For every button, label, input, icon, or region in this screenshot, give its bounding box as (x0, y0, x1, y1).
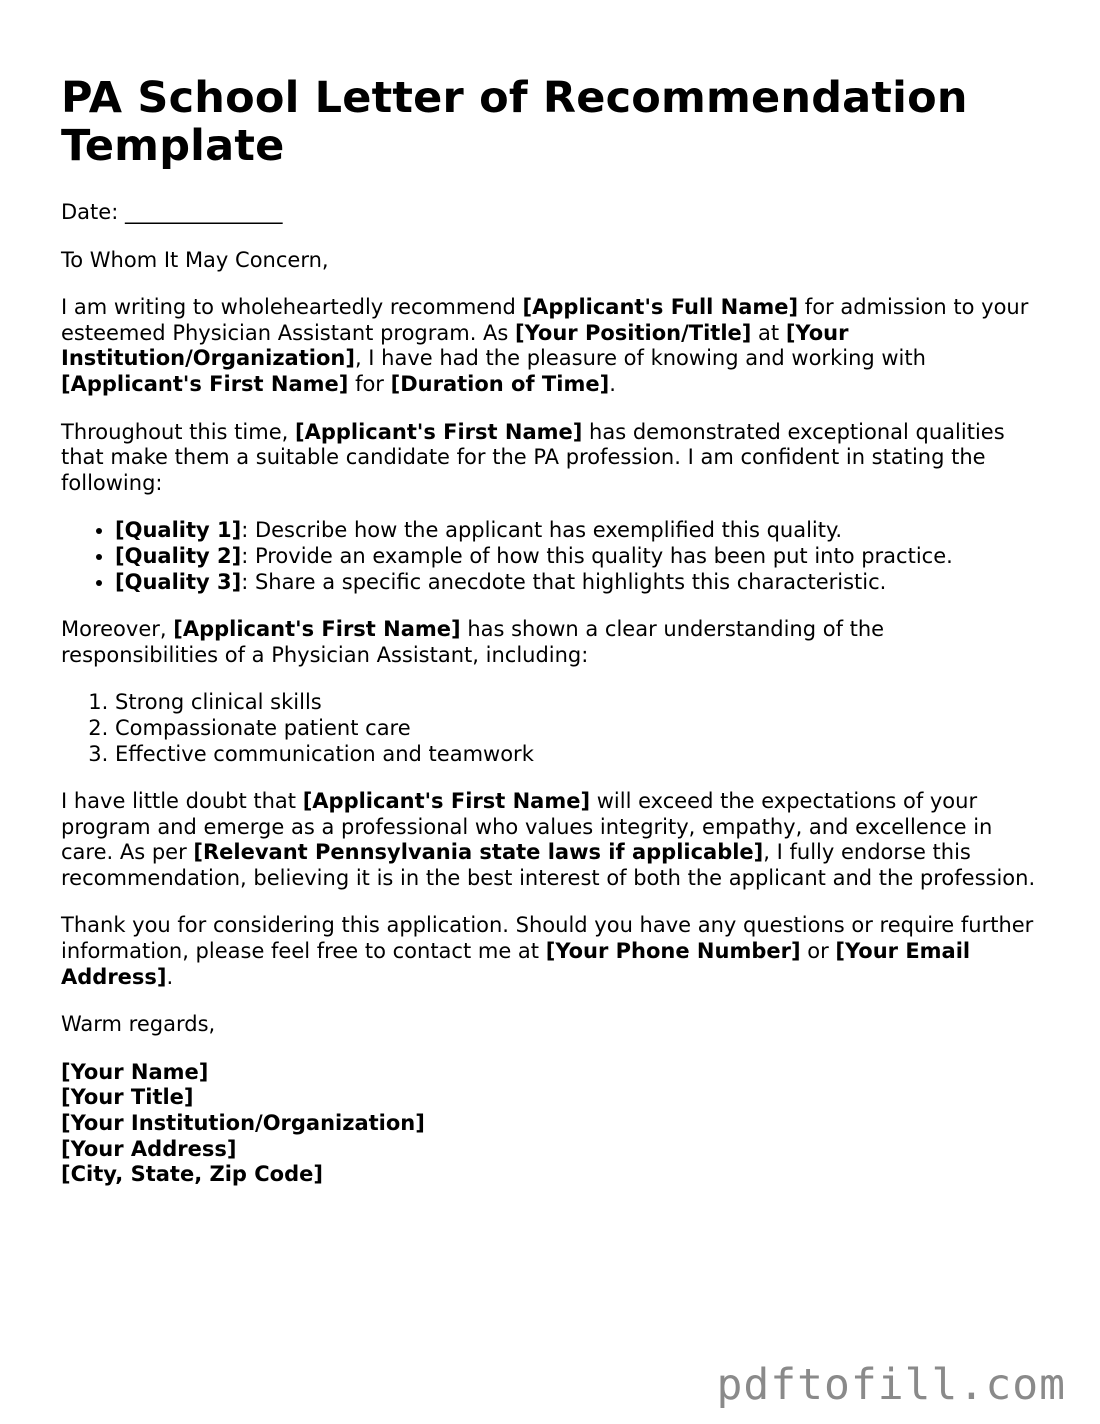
duration-placeholder: [Duration of Time] (390, 371, 610, 396)
quality-label: [Quality 2] (115, 543, 242, 568)
thanks-paragraph (61, 913, 1041, 990)
qualities-list (61, 518, 1041, 595)
list-item: 2. Compassionate patient care (115, 716, 1041, 742)
phone-placeholder: [Your Phone Number] (545, 939, 801, 964)
signature-title: [Your Title] (61, 1085, 194, 1110)
intro-text: , I have had the pleasure of knowing and working with (354, 346, 926, 371)
moreover-text: has shown a clear understanding of the responsibilities of a Physician Assistant, including: (61, 617, 885, 667)
applicant-first-name-placeholder: [Applicant's First Name] (294, 419, 583, 444)
salutation: To Whom It May Concern, (61, 247, 329, 272)
intro-text: . (609, 371, 616, 396)
list-item: 3. Effective communication and teamwork (115, 742, 1041, 768)
intro-paragraph (61, 295, 1041, 397)
intro-text: I am writing to wholeheartedly recommend (61, 295, 523, 320)
signature-address: [Your Address] (61, 1136, 237, 1161)
position-title-placeholder: [Your Position/Title] (515, 320, 752, 345)
quality-label: [Quality 3] (115, 569, 242, 594)
list-item (115, 544, 1041, 570)
doubt-text: will exceed the expectations of your program and emerge as a professional who values integrity, empathy, and excellence in care. As per (61, 789, 993, 865)
doubt-text: I have little doubt that (61, 789, 303, 814)
email-placeholder: [Your Email Address] (61, 939, 971, 989)
signature-name: [Your Name] (61, 1059, 209, 1084)
thanks-text: . (166, 964, 174, 989)
applicant-first-name-placeholder: [Applicant's First Name] (173, 617, 461, 642)
applicant-full-name-placeholder: [Applicant's Full Name] (522, 295, 799, 320)
throughout-paragraph (61, 420, 1041, 497)
signature-block (61, 1060, 1041, 1188)
throughout-text: Throughout this time, (61, 419, 295, 444)
signature-institution: [Your Institution/Organization] (61, 1111, 425, 1136)
intro-text: at (751, 320, 786, 345)
moreover-paragraph (61, 617, 1041, 668)
institution-placeholder: [Your Institution/Organization] (61, 320, 849, 371)
quality-text: : Share a specific anecdote that highlights this characteristic. (241, 569, 887, 594)
doubt-text: , I fully endorse this recommendation, believing it is in the best interest of both the applicant and the profession. (61, 840, 1036, 890)
page-title: PA School Letter of Recommendation Template (61, 73, 968, 171)
list-item (115, 518, 1041, 544)
list-item (115, 570, 1041, 596)
quality-text: : Provide an example of how this quality has been put into practice. (241, 543, 953, 568)
doubt-paragraph (61, 789, 1041, 891)
letter-page (61, 74, 1041, 1210)
intro-text: for admission to your esteemed Physician Assistant program. As (61, 295, 1029, 345)
date-line: Date: _______________ (61, 200, 283, 224)
thanks-text: Thank you for considering this application. Should you have any questions or require further information, please feel free to contact me at (61, 913, 1034, 964)
responsibilities-list (61, 690, 1041, 767)
quality-text: : Describe how the applicant has exemplified this quality. (241, 518, 843, 543)
applicant-first-name-placeholder: [Applicant's First Name] (302, 789, 591, 814)
closing: Warm regards, (61, 1012, 216, 1037)
quality-label: [Quality 1] (115, 518, 242, 543)
signature-city: [City, State, Zip Code] (61, 1162, 323, 1187)
thanks-text: or (800, 939, 836, 964)
applicant-first-name-placeholder: [Applicant's First Name] (61, 371, 349, 396)
moreover-text: Moreover, (61, 617, 174, 642)
watermark: pdftofill.com (716, 1360, 1066, 1410)
throughout-text: has demonstrated exceptional qualities that make them a suitable candidate for the PA profession. I am confident in stating the following: (61, 419, 1005, 495)
list-item: 1. Strong clinical skills (115, 690, 1041, 716)
intro-text: for (348, 371, 391, 396)
state-laws-placeholder: [Relevant Pennsylvania state laws if applicable] (193, 840, 764, 865)
